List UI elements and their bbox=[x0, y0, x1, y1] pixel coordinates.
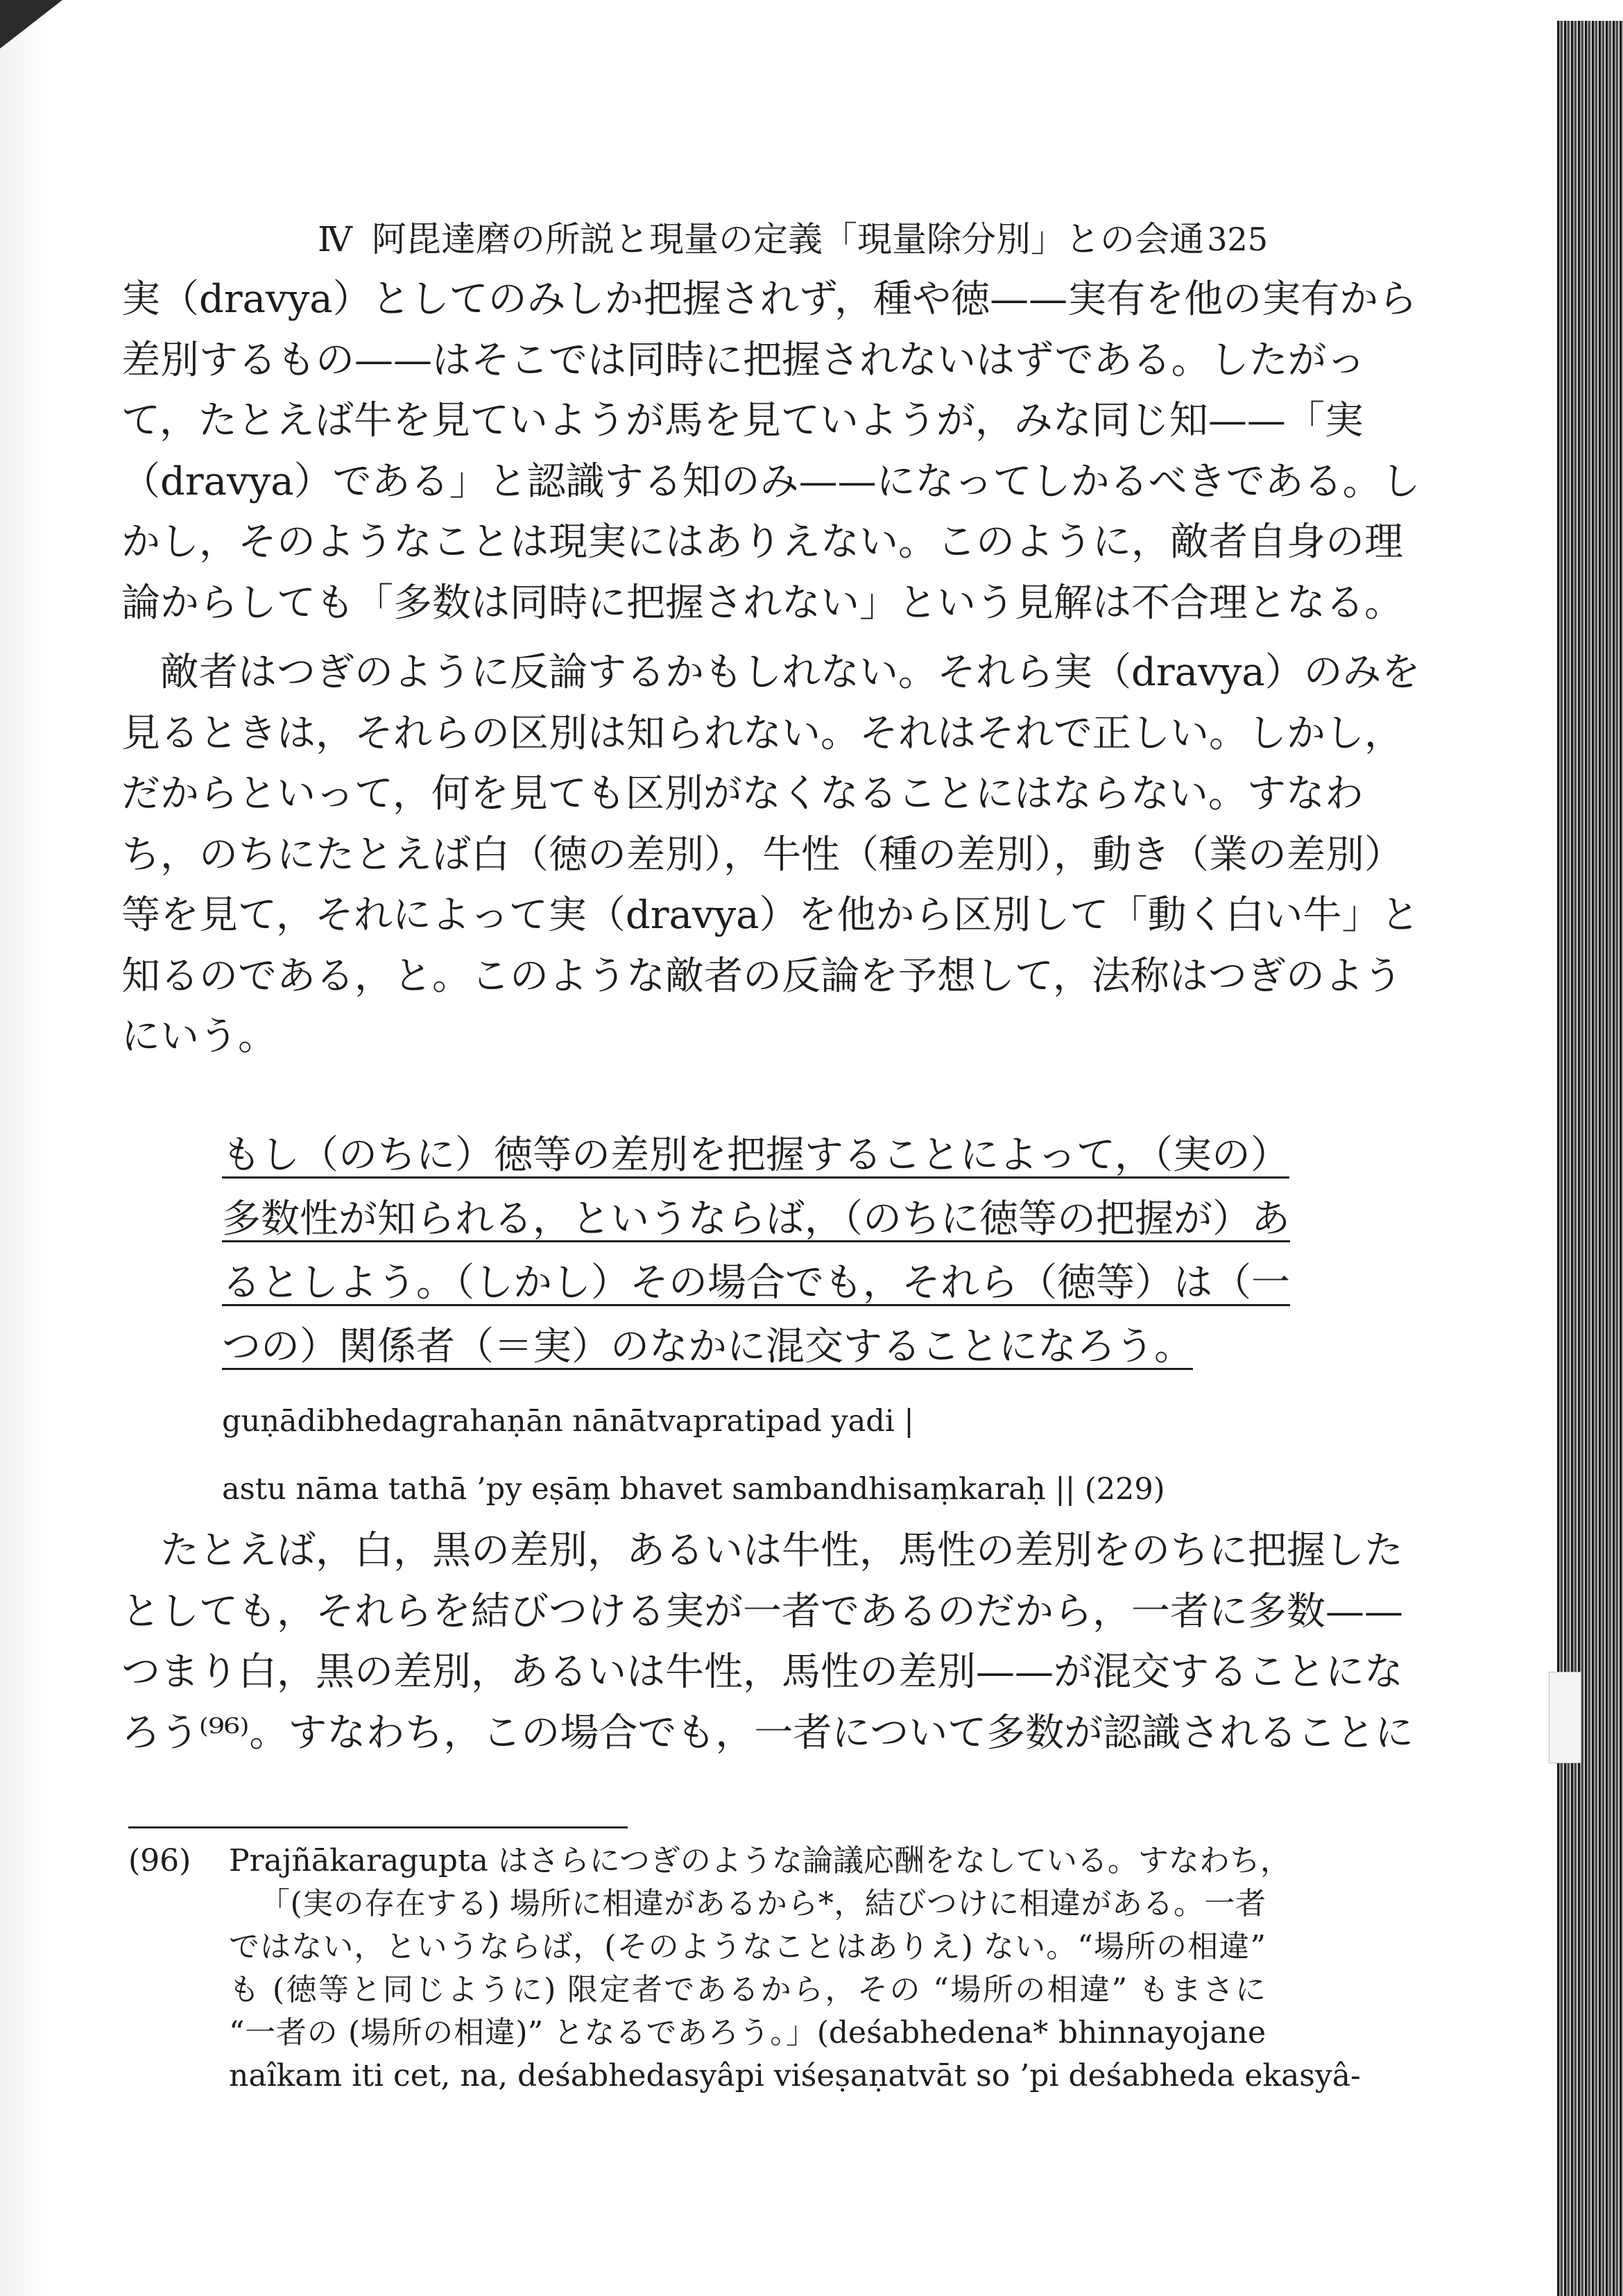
footnote-divider bbox=[128, 1826, 628, 1828]
scan-corner-mark bbox=[0, 0, 62, 49]
verse-line: 多数性が知られる，というならば，（のちに徳等の把握が）あ bbox=[222, 1197, 1290, 1242]
page-edge-tab bbox=[1549, 1672, 1581, 1763]
body-line: 見るときは，それらの区別は知られない。それはそれで正しい。しかし， bbox=[121, 710, 1403, 756]
body-line: にいう。 bbox=[121, 1014, 277, 1059]
body-line: ろう⁽⁹⁶⁾。すなわち，この場合でも，一者について多数が認識されることに bbox=[121, 1710, 1414, 1756]
page-number: 325 bbox=[1207, 221, 1268, 258]
body-line: 論からしても「多数は同時に把握されない」という見解は不合理となる。 bbox=[121, 580, 1403, 626]
body-line: 差別するもの——はそこでは同時に把握されないはずである。したがっ bbox=[121, 337, 1366, 383]
body-line: たとえば，白，黒の差別，あるいは牛性，馬性の差別をのちに把握した bbox=[160, 1528, 1403, 1573]
body-line: て，たとえば牛を見ていようが馬を見ていようが，みな同じ知——「実 bbox=[121, 398, 1364, 443]
footnote-line: も (徳等と同じように) 限定者であるから，その “場所の相違” もまさに bbox=[229, 1972, 1266, 2007]
sanskrit-verse bbox=[222, 1387, 1248, 1523]
body-line: 敵者はつぎのように反論するかもしれない。それら実（dravya）のみを bbox=[160, 650, 1420, 695]
body-text-upper bbox=[121, 269, 1420, 1068]
chapter-number: Ⅳ bbox=[318, 219, 352, 259]
body-line: としても，それらを結びつける実が一者であるのだから，一者に多数—— bbox=[121, 1588, 1403, 1634]
footnote-line: ではない，というならば，(そのようなことはありえ) ない。“場所の相違” bbox=[229, 1929, 1266, 1964]
body-text-lower bbox=[121, 1520, 1414, 1763]
footnote-line: Prajñākaragupta はさらにつぎのような論議応酬をなしている。すなわち， bbox=[229, 1843, 1291, 1878]
sanskrit-line: guṇādibhedagrahaṇān nānātvapratipad yadi | bbox=[222, 1404, 914, 1439]
page-shadow bbox=[0, 0, 49, 2296]
verse-line: るとしよう。（しかし）その場合でも，それら（徳等）は（一 bbox=[222, 1260, 1290, 1305]
footnote-line: “一者の (場所の相違)” となるであろう。」(deśabhedena* bhinnayojane bbox=[229, 2015, 1266, 2050]
footnote-marker: (96) bbox=[128, 1843, 191, 1878]
body-line: 等を見て，それによって実（dravya）を他から区別して「動く白い牛」と bbox=[121, 893, 1420, 938]
footnote-line: naîkam iti cet, na, deśabhedasyâpi viśeṣaṇatvāt so ’pi deśabheda ekasyâ- bbox=[229, 2058, 1361, 2093]
body-line: 実（dravya）としてのみしか把握されず，種や徳——実有を他の実有から bbox=[121, 277, 1418, 322]
body-line: だからといって，何を見ても区別がなくなることにはならない。すなわ bbox=[121, 771, 1364, 816]
body-line: かし，そのようなことは現実にはありえない。このように，敵者自身の理 bbox=[121, 520, 1403, 565]
verse-translation bbox=[222, 1124, 1290, 1379]
running-head bbox=[318, 212, 1268, 267]
verse-line: もし（のちに）徳等の差別を把握することによって，（実の） bbox=[222, 1133, 1289, 1178]
sanskrit-line: astu nāma tathā ’py eṣāṃ bhavet sambandhisaṃkaraḥ || (229) bbox=[222, 1472, 1165, 1507]
running-head-title: 阿毘達磨の所説と現量の定義「現量除分別」との会通 bbox=[372, 219, 1204, 259]
footnote-body bbox=[229, 1840, 1361, 2098]
verse-line: つの）関係者（＝実）のなかに混交することになろう。 bbox=[222, 1324, 1193, 1369]
body-line: 知るのである，と。このような敵者の反論を予想して，法称はつぎのよう bbox=[121, 953, 1402, 999]
body-line: （dravya）である」と認識する知のみ——になってしかるべきである。し bbox=[121, 459, 1420, 504]
book-page-edge bbox=[1557, 21, 1623, 2296]
footnote-line: 「(実の存在する) 場所に相違があるから*，結びつけに相違がある。一者 bbox=[259, 1886, 1266, 1921]
body-line: ち，のちにたとえば白（徳の差別），牛性（種の差別），動き（業の差別） bbox=[121, 832, 1403, 877]
body-line: つまり白，黒の差別，あるいは牛性，馬性の差別——が混交することにな bbox=[121, 1650, 1403, 1695]
